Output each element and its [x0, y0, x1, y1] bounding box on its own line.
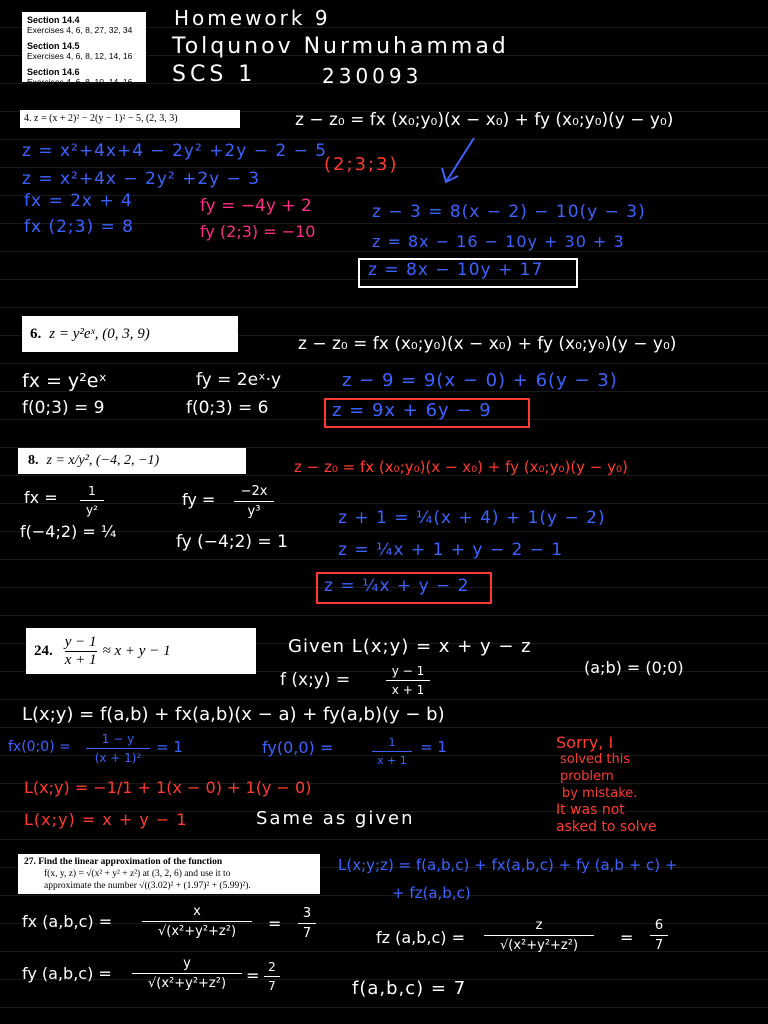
note-line: asked to solve — [556, 819, 657, 835]
p6-fx-value: f(0;3) = 9 — [22, 398, 105, 418]
p24-same-as-given: Same as given — [256, 808, 415, 829]
fraction-bar — [298, 923, 316, 924]
note-line: problem — [560, 769, 614, 784]
problem-27-statement-box — [18, 854, 320, 894]
p8-fy-label: fy = — [182, 490, 216, 509]
p24-L-step-2: L(x;y) = x + y − 1 — [24, 810, 188, 829]
p6-step-1: z − 9 = 9(x − 0) + 6(y − 3) — [342, 370, 618, 391]
p27-fz-result — [650, 918, 668, 953]
section-title: Section 14.5 — [27, 41, 80, 51]
p4-step-1: z − 3 = 8(x − 2) − 10(y − 3) — [372, 202, 646, 222]
p27-fx-res-den: 7 — [302, 926, 312, 941]
fraction-bar — [142, 921, 252, 922]
p24-f-den: x + 1 — [391, 683, 425, 697]
student-name: Tolqunov Nurmuhammad — [172, 34, 509, 59]
p4-fx-value: fx (2;3) = 8 — [24, 217, 134, 237]
p8-fx-value: f(−4;2) = ¼ — [20, 522, 117, 541]
student-id: 230093 — [322, 64, 423, 88]
note-line: Sorry, I — [556, 733, 614, 752]
p24-fx-num: 1 − y — [101, 732, 135, 746]
p8-answer: z = ¼x + y − 2 — [324, 576, 470, 596]
tangent-plane-formula: z − z₀ = fx (x₀;y₀)(x − x₀) + fy (x₀;y₀)(y − y₀) — [298, 334, 677, 354]
section-entry — [27, 15, 141, 35]
p24-fx-den: (x + 1)² — [94, 751, 142, 765]
section-entry — [27, 41, 141, 61]
p27-fx-num: x — [193, 904, 201, 919]
p24-L-step-1: L(x;y) = −1/1 + 1(x − 0) + 1(y − 0) — [24, 778, 312, 797]
p24-fx-line: fx(0;0) = — [8, 739, 71, 755]
p24-ab: (a;b) = (0;0) — [584, 658, 684, 677]
p27-L-line-1: L(x;y;z) = f(a,b,c) + fx(a,b,c) + fy (a,b + c) + — [338, 856, 678, 874]
p8-fx-den: y² — [86, 503, 98, 517]
problem-8-number: 8. — [28, 453, 39, 468]
p24-given: Given L(x;y) = x + y − z — [288, 636, 532, 657]
p8-fy-num: −2x — [240, 484, 268, 499]
p24-note — [556, 734, 756, 836]
p27-fy-result — [264, 960, 280, 993]
p8-fy-den: y³ — [247, 504, 261, 519]
p6-fy-value: f(0;3) = 6 — [186, 398, 269, 418]
section-entry — [27, 67, 141, 87]
p8-fy-value: fy (−4;2) = 1 — [176, 532, 288, 552]
homework-title: Homework 9 — [174, 6, 331, 30]
p27-fx-fraction — [142, 904, 252, 939]
section-exercises: Exercises 4, 6, 8, 27, 32, 34 — [27, 25, 133, 35]
p24-fx-fraction — [86, 732, 150, 765]
p6-fy: fy = 2eˣ·y — [196, 370, 282, 390]
tangent-plane-formula: z − z₀ = fx (x₀;y₀)(x − x₀) + fy (x₀;y₀)(y − y₀) — [294, 458, 628, 476]
p27-fz-fraction — [484, 918, 594, 953]
fraction-bar — [86, 748, 150, 749]
p27-fz-res-num: 6 — [654, 918, 664, 933]
p27-fy-den: √(x²+y²+z²) — [147, 976, 227, 991]
p4-expand-1: z = x²+4x+4 − 2y² +2y − 2 − 5 — [22, 141, 328, 161]
p27-fz-den: √(x²+y²+z²) — [499, 938, 579, 953]
p27-L-line-2: + fz(a,b,c) — [392, 884, 471, 902]
p27-fy-res-den: 7 — [268, 979, 276, 993]
fraction-bar — [80, 500, 104, 501]
p27-fy-num: y — [183, 956, 191, 971]
problem-6-statement: z = y²eˣ, (0, 3, 9) — [49, 325, 150, 342]
section-exercises: Exercises 4, 6, 8, 10, 14, 16 — [27, 77, 133, 87]
p4-expand-2: z = x²+4x − 2y² +2y − 3 — [22, 169, 261, 189]
p24-fy-fraction — [372, 736, 412, 767]
problem-27-line: f(x, y, z) = √(x² + y² + z²) at (3, 2, 6) and use it to — [44, 869, 231, 879]
p24-f-label: f (x;y) = — [280, 670, 351, 690]
p24-fy-num: 1 — [388, 736, 396, 749]
p24-L-definition: L(x;y) = f(a,b) + fx(a,b)(x − a) + fy(a,b)(y − b) — [22, 704, 445, 725]
problem-27-line: approximate the number √((3.02)² + (1.97)² + (5.99)²). — [44, 881, 251, 891]
p27-fz-num: z — [535, 918, 543, 933]
p27-fx-den: √(x²+y²+z²) — [157, 924, 237, 939]
tangent-plane-formula: z − z₀ = fx (x₀;y₀)(x − x₀) + fy (x₀;y₀)(y − y₀) — [295, 110, 674, 130]
p27-fz-label: fz (a,b,c) = — [376, 928, 466, 947]
problem-8-statement-box — [18, 448, 246, 474]
sections-box — [22, 12, 146, 87]
p6-answer: z = 9x + 6y − 9 — [332, 400, 492, 421]
problem-24-fraction — [65, 634, 97, 669]
fraction-bar — [386, 680, 430, 681]
problem-24-number: 24. — [34, 642, 53, 659]
p24-f-num: y − 1 — [391, 664, 425, 678]
equals-sign: = — [268, 914, 282, 933]
note-line: solved this — [560, 752, 631, 767]
p8-fx-fraction — [80, 484, 104, 517]
problem-24-den: x + 1 — [64, 651, 97, 668]
p27-fy-label: fy (a,b,c) = — [22, 964, 112, 983]
p8-fx-label: fx = — [24, 488, 58, 507]
p27-fx-label: fx (a,b,c) = — [22, 912, 113, 931]
problem-24-num: y − 1 — [64, 633, 97, 650]
p27-f-value: f(a,b,c) = 7 — [352, 978, 467, 999]
problem-27-line: 27. Find the linear approximation of the function — [24, 857, 223, 867]
p6-fx: fx = y²eˣ — [22, 370, 107, 392]
fraction-bar — [484, 935, 594, 936]
note-line: by mistake. — [562, 786, 638, 801]
equals-sign: = — [246, 966, 260, 985]
p24-fx-result: = 1 — [156, 738, 183, 756]
p4-fy: fy = −4y + 2 — [200, 196, 312, 216]
p8-step-2: z = ¼x + 1 + y − 2 − 1 — [338, 540, 564, 560]
section-title: Section 14.4 — [27, 15, 80, 25]
problem-8-statement: z = x/y², (−4, 2, −1) — [46, 453, 160, 468]
section-title: Section 14.6 — [27, 67, 80, 77]
p8-step-1: z + 1 = ¼(x + 4) + 1(y − 2) — [338, 508, 606, 528]
note-line: It was not — [556, 802, 625, 818]
p24-f-fraction — [386, 664, 430, 697]
p24-fy-den: x + 1 — [377, 754, 407, 767]
p4-answer: z = 8x − 10y + 17 — [368, 260, 544, 280]
p4-point: (2;3;3) — [324, 154, 399, 175]
section-exercises: Exercises 4, 6, 8, 12, 14, 16 — [27, 51, 133, 61]
p27-fx-res-num: 3 — [302, 906, 312, 921]
p27-fy-res-num: 2 — [268, 960, 276, 974]
p8-fy-fraction — [234, 484, 274, 519]
fraction-bar — [264, 976, 280, 977]
p24-fy-result: = 1 — [420, 738, 447, 756]
problem-24-statement-box — [26, 628, 256, 674]
p27-fz-res-den: 7 — [654, 938, 664, 953]
student-group: SCS 1 — [172, 62, 257, 87]
arrow-icon — [438, 136, 478, 188]
problem-24-rest: ≈ x + y − 1 — [102, 642, 171, 659]
equals-sign: = — [620, 928, 634, 947]
problem-4-statement: 4. z = (x + 2)² − 2(y − 1)² − 5, (2, 3, 3) — [20, 110, 240, 128]
p4-fy-value: fy (2;3) = −10 — [200, 222, 316, 241]
problem-6-statement-box — [22, 316, 238, 352]
p4-step-2: z = 8x − 16 − 10y + 30 + 3 — [372, 232, 625, 251]
p8-fx-num: 1 — [88, 484, 96, 498]
fraction-bar — [234, 501, 274, 502]
p24-fy-line: fy(0,0) = — [262, 738, 334, 757]
p4-fx: fx = 2x + 4 — [24, 191, 133, 211]
problem-6-number: 6. — [30, 325, 42, 342]
fraction-bar — [650, 935, 668, 936]
fraction-bar — [132, 973, 242, 974]
p27-fy-fraction — [132, 956, 242, 991]
fraction-bar — [372, 751, 412, 752]
p27-fx-result — [298, 906, 316, 941]
